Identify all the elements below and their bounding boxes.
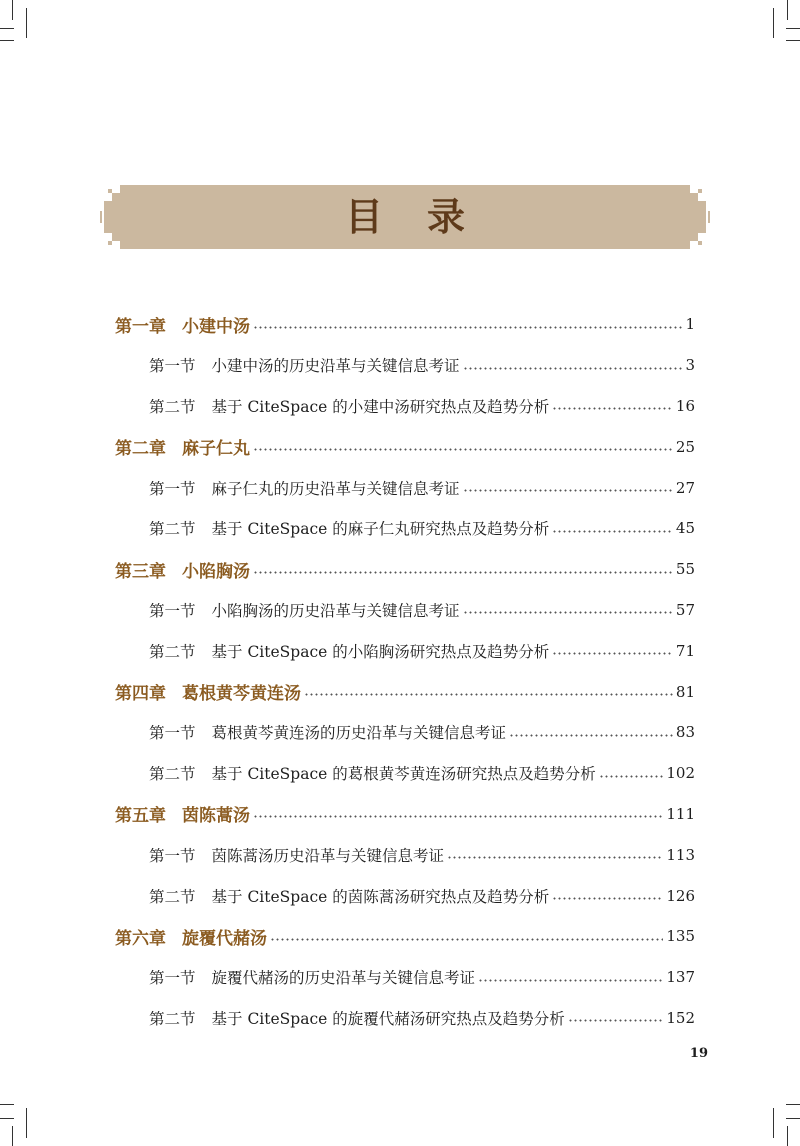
toc-title: 小建中汤的历史沿革与关键信息考证: [211, 357, 460, 376]
toc-entry-label: [149, 885, 549, 907]
toc-title: 基于 CiteSpace 的葛根黄芩黄连汤研究热点及趋势分析: [211, 765, 596, 784]
toc-page-number: 3: [685, 356, 695, 375]
table-of-contents: [115, 304, 695, 1038]
dot-leader: [552, 407, 673, 410]
toc-section-row[interactable]: [115, 712, 695, 753]
toc-page-number: 135: [666, 927, 695, 946]
toc-page-number: 71: [675, 641, 695, 660]
crop-mark: [12, 1126, 13, 1146]
crop-mark: [773, 1108, 774, 1138]
page-number: 19: [689, 1046, 708, 1061]
toc-chapter-row[interactable]: [115, 304, 695, 345]
dot-leader: [447, 856, 663, 859]
toc-title: 基于 CiteSpace 的旋覆代赭汤研究热点及趋势分析: [211, 1009, 565, 1028]
crop-mark: [0, 40, 14, 41]
toc-section-row[interactable]: [115, 386, 695, 427]
toc-entry-label: [149, 966, 475, 988]
dot-leader: [552, 652, 673, 655]
toc-page-number: 126: [666, 886, 695, 905]
crop-mark: [787, 1126, 788, 1146]
toc-entry-label: [115, 679, 301, 704]
dot-leader: [552, 530, 673, 533]
crop-mark: [773, 8, 774, 38]
toc-title: 基于 CiteSpace 的小陷胸汤研究热点及趋势分析: [211, 642, 550, 661]
crop-mark: [0, 1104, 14, 1105]
toc-number: 第一节: [149, 601, 196, 620]
toc-page-number: 45: [675, 519, 695, 538]
toc-page-number: 137: [666, 968, 695, 987]
toc-title: 茵陈蒿汤: [182, 806, 250, 827]
toc-number: 第二节: [149, 397, 196, 416]
toc-number: 第五章: [115, 806, 166, 827]
toc-number: 第六章: [115, 928, 166, 949]
toc-page-number: 152: [666, 1008, 695, 1027]
dot-leader: [599, 775, 664, 778]
toc-title: 茵陈蒿汤历史沿革与关键信息考证: [211, 846, 445, 865]
toc-title: 小建中汤: [182, 316, 250, 337]
toc-number: 第二节: [149, 642, 196, 661]
toc-title: 旋覆代赭汤: [182, 928, 267, 949]
toc-title: 旋覆代赭汤的历史沿革与关键信息考证: [211, 969, 476, 988]
toc-chapter-row[interactable]: [115, 671, 695, 712]
toc-section-row[interactable]: [115, 998, 695, 1039]
toc-title: 基于 CiteSpace 的麻子仁丸研究热点及趋势分析: [211, 520, 550, 539]
toc-number: 第一节: [149, 479, 196, 498]
dot-leader: [270, 938, 663, 941]
toc-chapter-row[interactable]: [115, 916, 695, 957]
dot-leader: [463, 367, 683, 370]
toc-entry-label: [149, 1007, 565, 1029]
toc-number: 第一节: [149, 357, 196, 376]
toc-number: 第二节: [149, 887, 196, 906]
dot-leader: [509, 734, 673, 737]
toc-number: 第一节: [149, 724, 196, 743]
toc-page-number: 25: [675, 437, 695, 456]
toc-section-row[interactable]: [115, 508, 695, 549]
crop-mark: [26, 1108, 27, 1138]
toc-entry-label: [115, 557, 250, 582]
toc-number: 第二章: [115, 439, 166, 460]
dot-leader: [253, 571, 673, 574]
toc-entry-label: [115, 924, 267, 949]
toc-title: 小陷胸汤: [182, 561, 250, 582]
dot-leader: [253, 326, 682, 329]
crop-mark: [0, 28, 14, 29]
toc-section-row[interactable]: [115, 345, 695, 386]
toc-entry-label: [149, 354, 460, 376]
toc-title: 基于 CiteSpace 的茵陈蒿汤研究热点及趋势分析: [211, 887, 550, 906]
toc-chapter-row[interactable]: [115, 794, 695, 835]
toc-page-number: 111: [666, 804, 695, 823]
toc-title: 葛根黄芩黄连汤的历史沿革与关键信息考证: [211, 724, 507, 743]
toc-section-row[interactable]: [115, 834, 695, 875]
toc-entry-label: [115, 801, 250, 826]
crop-mark: [0, 1118, 14, 1119]
toc-number: 第二节: [149, 520, 196, 539]
toc-entry-label: [149, 721, 506, 743]
crop-mark: [786, 1104, 800, 1105]
dot-leader: [463, 489, 673, 492]
crop-mark: [26, 8, 27, 38]
crop-mark: [787, 0, 788, 20]
dot-leader: [463, 611, 673, 614]
toc-number: 第四章: [115, 684, 166, 705]
toc-page-number: 83: [675, 723, 695, 742]
toc-number: 第一节: [149, 846, 196, 865]
toc-entry-label: [149, 395, 549, 417]
toc-section-row[interactable]: [115, 753, 695, 794]
toc-section-row[interactable]: [115, 630, 695, 671]
toc-section-row[interactable]: [115, 875, 695, 916]
crop-mark: [786, 1118, 800, 1119]
toc-page-number: 113: [666, 845, 695, 864]
toc-title: 基于 CiteSpace 的小建中汤研究热点及趋势分析: [211, 397, 550, 416]
page-title: 目录: [344, 195, 509, 239]
crop-mark: [786, 40, 800, 41]
toc-entry-label: [149, 477, 460, 499]
dot-leader: [552, 897, 663, 900]
toc-title: 葛根黄芩黄连汤: [182, 684, 301, 705]
dot-leader: [253, 815, 663, 818]
toc-page-number: 1: [685, 315, 695, 334]
toc-page-number: 55: [675, 560, 695, 579]
dot-leader: [253, 448, 673, 451]
toc-entry-label: [149, 762, 596, 784]
toc-page-number: 81: [675, 682, 695, 701]
toc-section-row[interactable]: [115, 590, 695, 631]
toc-section-row[interactable]: [115, 467, 695, 508]
dot-leader: [568, 1019, 664, 1022]
title-banner: [100, 185, 710, 249]
toc-entry-label: [149, 599, 460, 621]
toc-entry-label: [115, 434, 250, 459]
crop-mark: [786, 28, 800, 29]
toc-number: 第三章: [115, 561, 166, 582]
toc-section-row[interactable]: [115, 957, 695, 998]
toc-entry-label: [115, 312, 250, 337]
toc-page-number: 57: [675, 600, 695, 619]
toc-entry-label: [149, 640, 549, 662]
toc-page-number: 16: [675, 396, 695, 415]
toc-title: 麻子仁丸的历史沿革与关键信息考证: [211, 479, 460, 498]
toc-page-number: 27: [675, 478, 695, 497]
toc-number: 第一章: [115, 316, 166, 337]
toc-chapter-row[interactable]: [115, 426, 695, 467]
toc-title: 小陷胸汤的历史沿革与关键信息考证: [211, 601, 460, 620]
toc-number: 第一节: [149, 969, 196, 988]
toc-page-number: 102: [666, 764, 695, 783]
toc-entry-label: [149, 517, 549, 539]
crop-mark: [12, 0, 13, 20]
toc-number: 第二节: [149, 765, 196, 784]
dot-leader: [478, 979, 663, 982]
toc-title: 麻子仁丸: [182, 439, 250, 460]
toc-entry-label: [149, 844, 444, 866]
toc-number: 第二节: [149, 1009, 196, 1028]
dot-leader: [304, 693, 673, 696]
toc-chapter-row[interactable]: [115, 549, 695, 590]
